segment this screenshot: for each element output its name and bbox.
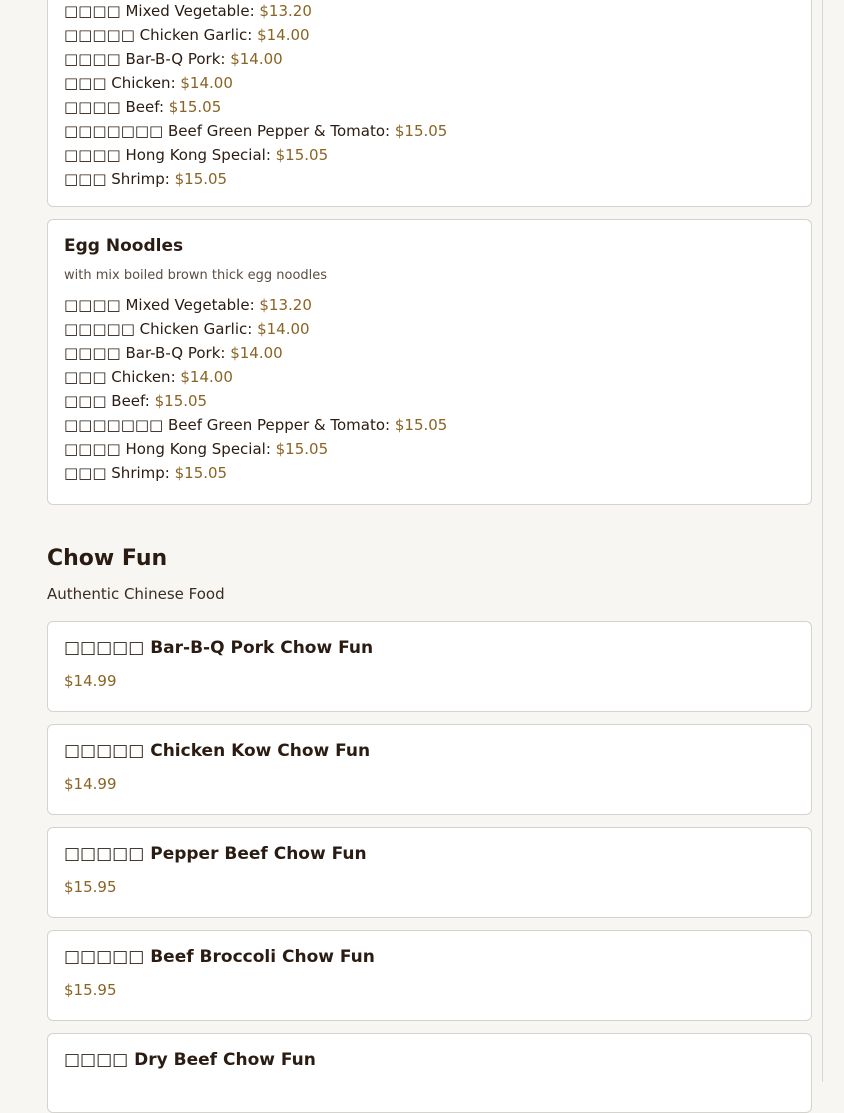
dish-label: □□□□ Beef: — [64, 98, 169, 116]
card-title: Egg Noodles — [64, 236, 184, 256]
menu-category-card — [47, 0, 812, 207]
dish-price: $15.05 — [174, 170, 228, 188]
dish-price: $15.05 — [394, 416, 448, 434]
dish-price: $15.05 — [275, 146, 329, 164]
price-line — [64, 389, 795, 413]
menu-item-name: □□□□□ Chicken Kow Chow Fun — [64, 741, 371, 761]
dish-price: $15.05 — [174, 464, 228, 482]
dish-label: □□□□ Mixed Vegetable: — [64, 2, 260, 20]
menu-item-price: $15.95 — [64, 981, 117, 999]
dish-label: □□□□ Hong Kong Special: — [64, 440, 276, 458]
dish-label: □□□ Chicken: — [64, 74, 181, 92]
price-line — [64, 0, 795, 23]
menu-item-card[interactable] — [47, 930, 812, 1021]
price-line — [64, 23, 795, 47]
egg-noodles-card — [47, 219, 812, 505]
menu-item-price: $14.99 — [64, 775, 117, 793]
dish-price: $14.00 — [180, 368, 233, 386]
dish-price: $15.05 — [275, 440, 329, 458]
section-title: Chow Fun — [47, 546, 168, 571]
dish-price: $15.05 — [168, 98, 222, 116]
dish-price: $14.00 — [257, 26, 310, 44]
section-header-chow-fun — [47, 543, 225, 603]
dish-price: $15.05 — [154, 392, 208, 410]
price-line — [64, 143, 795, 167]
price-line — [64, 167, 795, 191]
dish-label: □□□ Shrimp: — [64, 464, 175, 482]
dish-label: □□□□ Hong Kong Special: — [64, 146, 276, 164]
price-line — [64, 413, 795, 437]
dish-label: □□□□ Bar-B-Q Pork: — [64, 344, 231, 362]
price-line — [64, 437, 795, 461]
menu-item-price: $15.95 — [64, 878, 117, 896]
price-line — [64, 47, 795, 71]
price-line — [64, 365, 795, 389]
dish-label: □□□□□ Chicken Garlic: — [64, 26, 258, 44]
menu-item-name: □□□□□ Bar-B-Q Pork Chow Fun — [64, 638, 374, 658]
card-description: with mix boiled brown thick egg noodles — [64, 268, 328, 283]
dish-price: $15.05 — [394, 122, 448, 140]
dish-label: □□□□□ Chicken Garlic: — [64, 320, 258, 338]
price-line — [64, 119, 795, 143]
dish-price: $14.00 — [257, 320, 310, 338]
price-line — [64, 461, 795, 485]
dish-label: □□□ Beef: — [64, 392, 155, 410]
dish-label: □□□ Shrimp: — [64, 170, 175, 188]
menu-item-card[interactable] — [47, 827, 812, 918]
menu-item-name: □□□□□ Beef Broccoli Chow Fun — [64, 947, 375, 967]
price-line — [64, 293, 795, 317]
menu-item-card[interactable] — [47, 621, 812, 712]
price-list — [64, 285, 795, 485]
menu-item-card[interactable] — [47, 1033, 812, 1113]
section-subtitle: Authentic Chinese Food — [47, 585, 225, 603]
page-divider — [822, 0, 823, 1082]
dish-label: □□□ Chicken: — [64, 368, 181, 386]
menu-item-name: □□□□□ Pepper Beef Chow Fun — [64, 844, 367, 864]
dish-price: $13.20 — [259, 2, 312, 20]
price-line — [64, 341, 795, 365]
menu-item-name: □□□□ Dry Beef Chow Fun — [64, 1050, 316, 1070]
dish-price: $14.00 — [230, 50, 283, 68]
price-list — [64, 0, 795, 191]
dish-label: □□□□□□□ Beef Green Pepper & Tomato: — [64, 122, 395, 140]
dish-label: □□□□ Mixed Vegetable: — [64, 296, 260, 314]
menu-item-price: $14.99 — [64, 672, 117, 690]
dish-price: $14.00 — [180, 74, 233, 92]
menu-item-card[interactable] — [47, 724, 812, 815]
dish-price: $14.00 — [230, 344, 283, 362]
dish-label: □□□□ Bar-B-Q Pork: — [64, 50, 231, 68]
price-line — [64, 71, 795, 95]
dish-price: $13.20 — [259, 296, 312, 314]
price-line — [64, 95, 795, 119]
price-line — [64, 317, 795, 341]
dish-label: □□□□□□□ Beef Green Pepper & Tomato: — [64, 416, 395, 434]
